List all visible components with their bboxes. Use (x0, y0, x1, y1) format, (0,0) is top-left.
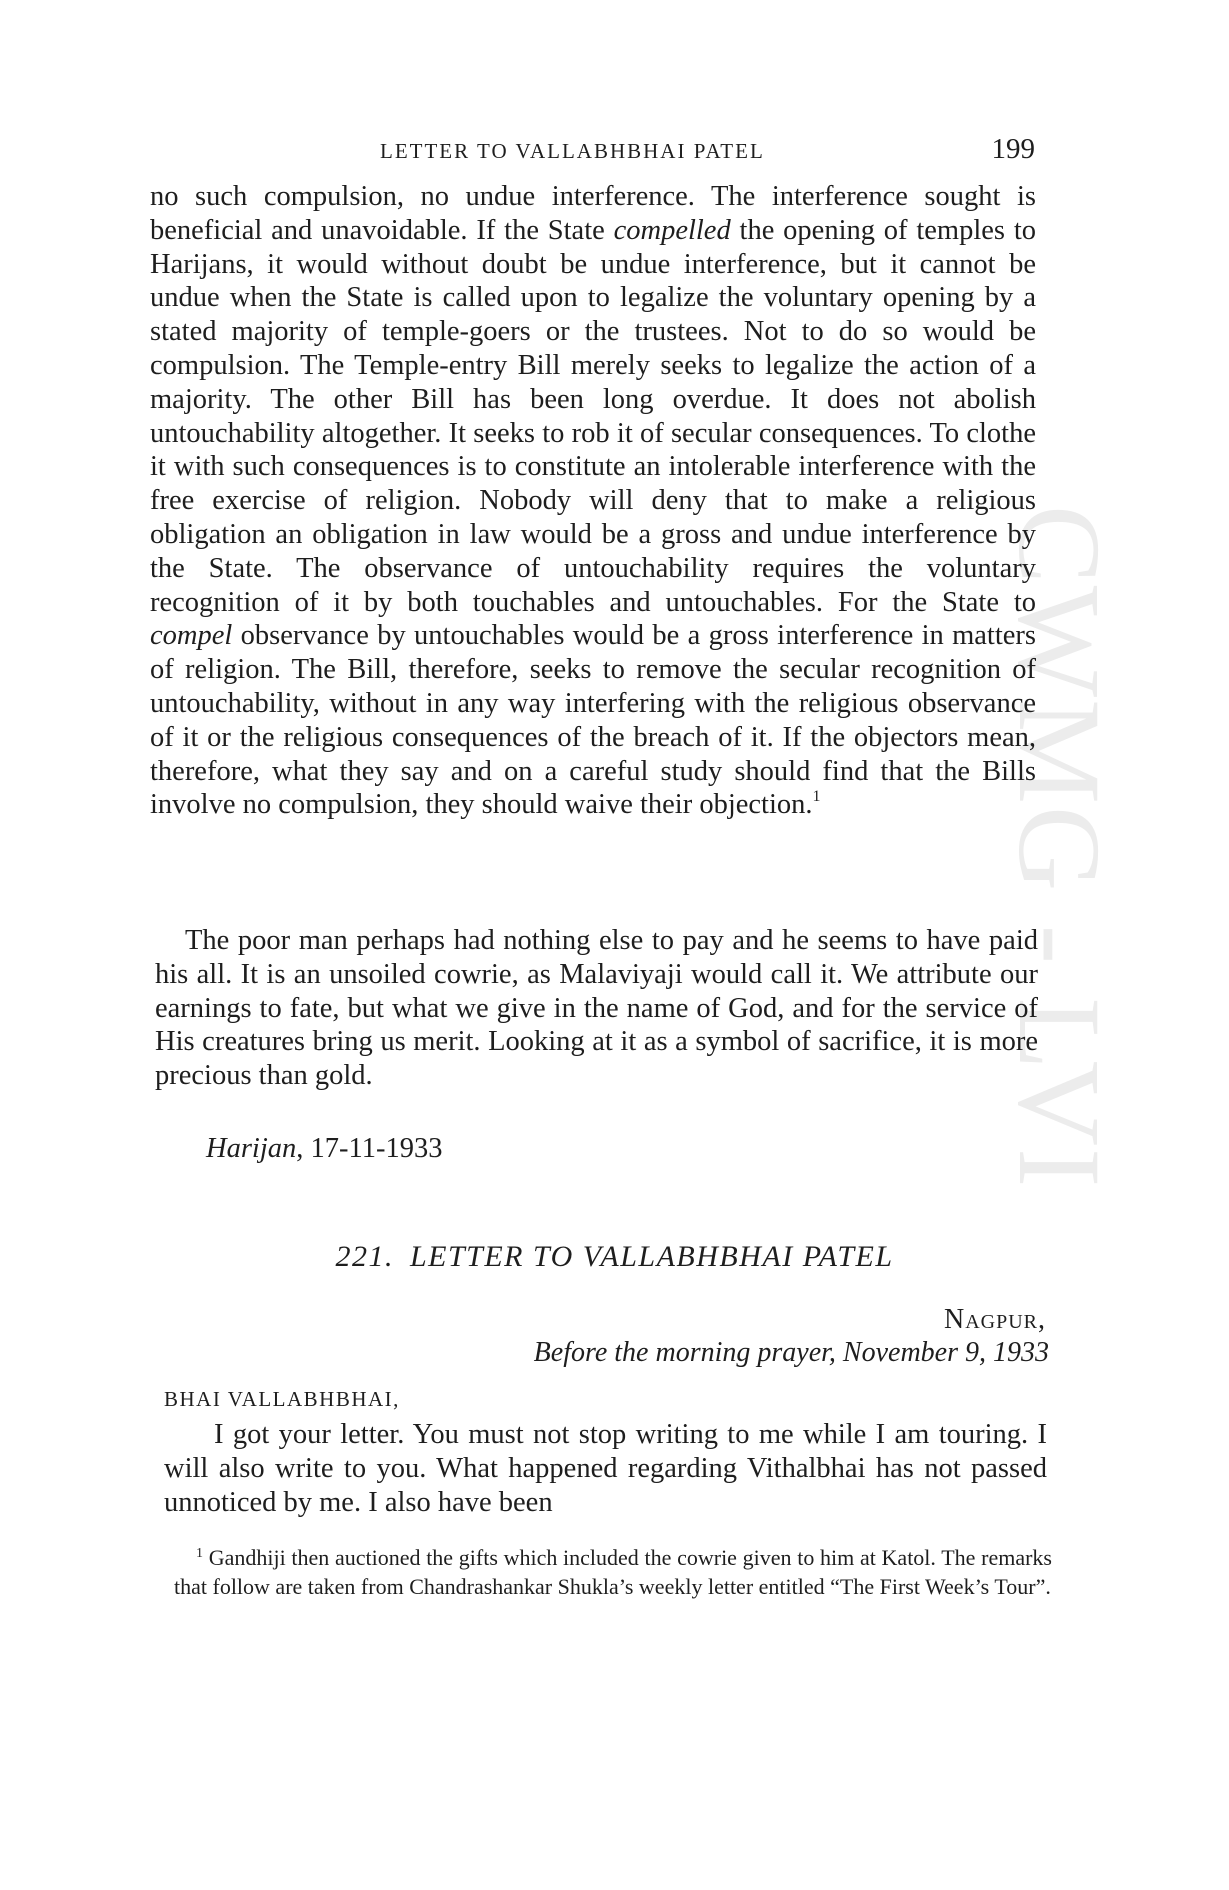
footnote-ref: 1 (812, 788, 821, 806)
body-text-part: no such compulsion, no undue interference. The interference sought is beneficial and unavoidable. If the State (150, 181, 1036, 246)
letter-salutation: BHAI VALLABHBHAI, (164, 1387, 400, 1411)
letter-date: Before the morning prayer, November 9, 1933 (533, 1337, 1049, 1368)
body-paragraph-1 (150, 180, 1036, 822)
running-head (152, 133, 1035, 173)
section-title (0, 1240, 1229, 1274)
watermark: CWMG - LVI (994, 505, 1125, 1190)
section-heading: LETTER TO VALLABHBHAI PATEL (409, 1240, 894, 1273)
section-number: 221. (335, 1240, 394, 1273)
running-head-title: LETTER TO VALLABHBHAI PATEL (380, 139, 765, 163)
body-text-part: observance by untouchables would be a gross interference in matters of religion. The Bill, therefore, seeks to remove the secular recognition of untouchability, without in any way interfering with the religious observance of it or the religious consequences of the breach of it. If the objectors mean, therefore, what they say and on a careful study should find that the Bills involve no compulsion, they should waive their objection. (150, 620, 1036, 821)
page-number: 199 (991, 133, 1035, 165)
source-title: Harijan (206, 1133, 297, 1164)
footnote (174, 1543, 1052, 1601)
body-paragraph-2: The poor man perhaps had nothing else to pay and he seems to have paid his all. It is an unsoiled cowrie, as Malaviyaji would call it. We attribute our earnings to fate, but what we give in the name of God, and for the service of His creatures bring us merit. Looking at it as a symbol of sacrifice, it is more precious than gold. (155, 925, 1038, 1092)
source-citation (206, 1133, 442, 1165)
body-text-part: the opening of temples to Harijans, it would without doubt be undue interference, but it cannot be undue when the State is called upon to legalize the voluntary opening by a stated majority of temple-goers or the trustees. Not to do so would be compulsion. The Temple-entry Bill merely seeks to legalize the action of a majority. The other Bill has been long overdue. It does not abolish untouchability altogether. It seeks to rob it of secular consequences. To clothe it with such consequences is to constitute an intolerable interference with the free exercise of religion. Nobody will deny that to make a religious obligation an obligation in law would be a gross and undue interference by the State. The observance of untouchability requires the voluntary recognition of it by both touchables and untouchables. For the State to (150, 214, 1036, 618)
footnote-marker: 1 (196, 1546, 203, 1561)
emphasis: compel (150, 620, 233, 652)
letter-body: I got your letter. You must not stop writing to me while I am touring. I will also write to you. What happened regarding Vithalbhai has not passed unnoticed by me. I also have been (164, 1419, 1047, 1518)
source-date: , 17-11-1933 (296, 1133, 443, 1164)
letter-place: Nagpur, (943, 1304, 1046, 1335)
emphasis: compelled (613, 214, 731, 246)
footnote-text: Gandhiji then auctioned the gifts which included the cowrie given to him at Katol. The remarks that follow are taken from Chandrashankar Shukla’s weekly letter entitled “The First Week’s Tour”. (174, 1545, 1052, 1599)
